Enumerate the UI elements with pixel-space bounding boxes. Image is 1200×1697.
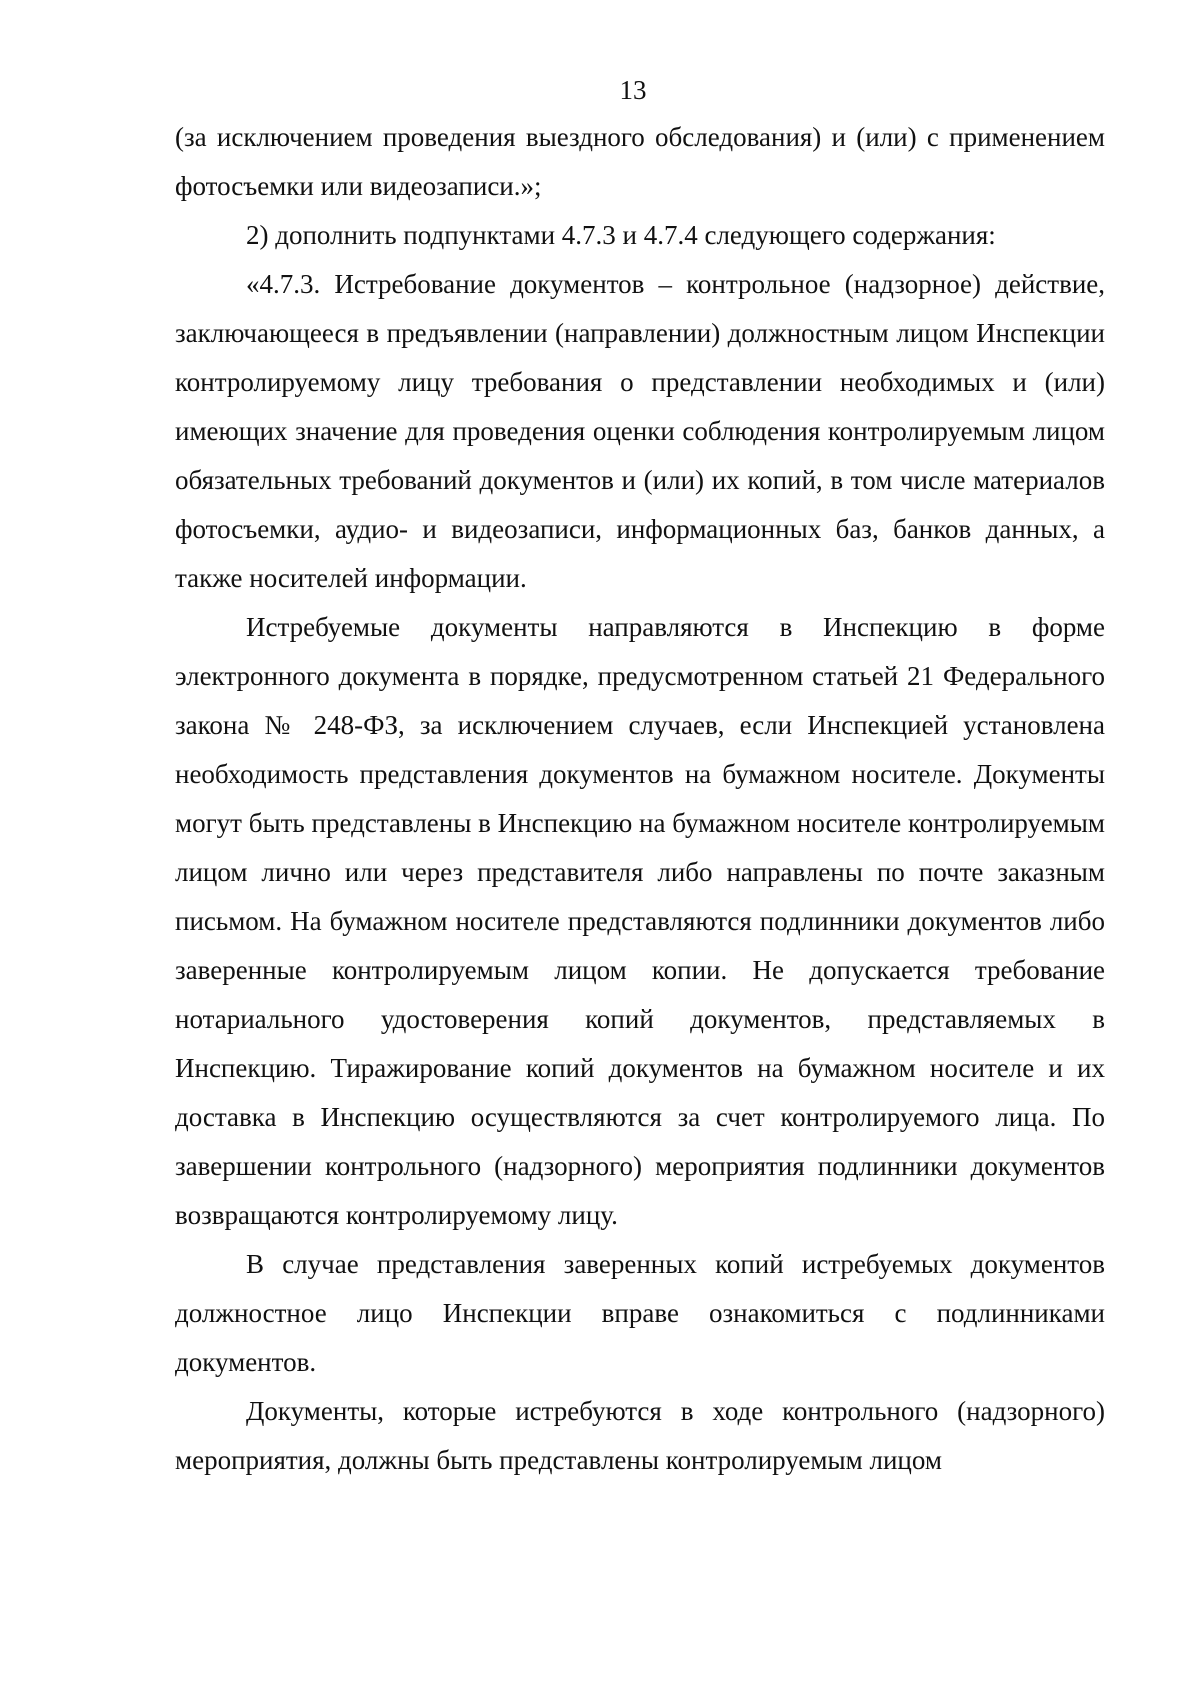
page-number: 13 (619, 75, 647, 105)
paragraph-requested-documents: Документы, которые истребуются в ходе контрольного (надзорного) мероприятия, должны быть представлены контролируемым лицом (175, 1396, 1105, 1475)
paragraph-submission-procedure: Истребуемые документы направляются в Инспекцию в форме электронного документа в порядке, предусмотренном статьей 21 Федерального закона № 248-ФЗ, за исключением случаев, если Инспекцией установлена необходимость представления документов на бумажном носителе. Документы могут быть представлены в Инспекцию на бумажном носителе контролируемым лицом лично или через представителя либо направлены по почте заказным письмом. На бумажном носителе представляются подлинники документов либо заверенные контролируемым лицом копии. Не допускается требование нотариального удостоверения копий документов, представляемых в Инспекцию. Тиражирование копий документов на бумажном носителе и их доставка в Инспекцию осуществляются за счет контролируемого лица. По завершении контрольного (надзорного) мероприятия подлинники документов возвращаются контролируемому лицу. (175, 612, 1105, 1230)
paragraph-amendment-item: 2) дополнить подпунктами 4.7.3 и 4.7.4 следующего содержания: (246, 220, 996, 250)
paragraph-continuation: (за исключением проведения выездного обследования) и (или) с применением фотосъемки или видеозаписи.»; (175, 122, 1105, 201)
paragraph-certified-copies: В случае представления заверенных копий истребуемых документов должностное лицо Инспекции вправе ознакомиться с подлинниками документов. (175, 1249, 1105, 1377)
document-body (175, 113, 1105, 1485)
paragraph-section-4-7-3: «4.7.3. Истребование документов – контрольное (надзорное) действие, заключающееся в предъявлении (направлении) должностным лицом Инспекции контролируемому лицу требования о представлении необходимых и (или) имеющих значение для проведения оценки соблюдения контролируемым лицом обязательных требований документов и (или) их копий, в том числе материалов фотосъемки, аудио- и видеозаписи, информационных баз, банков данных, а также носителей информации. (175, 269, 1105, 593)
